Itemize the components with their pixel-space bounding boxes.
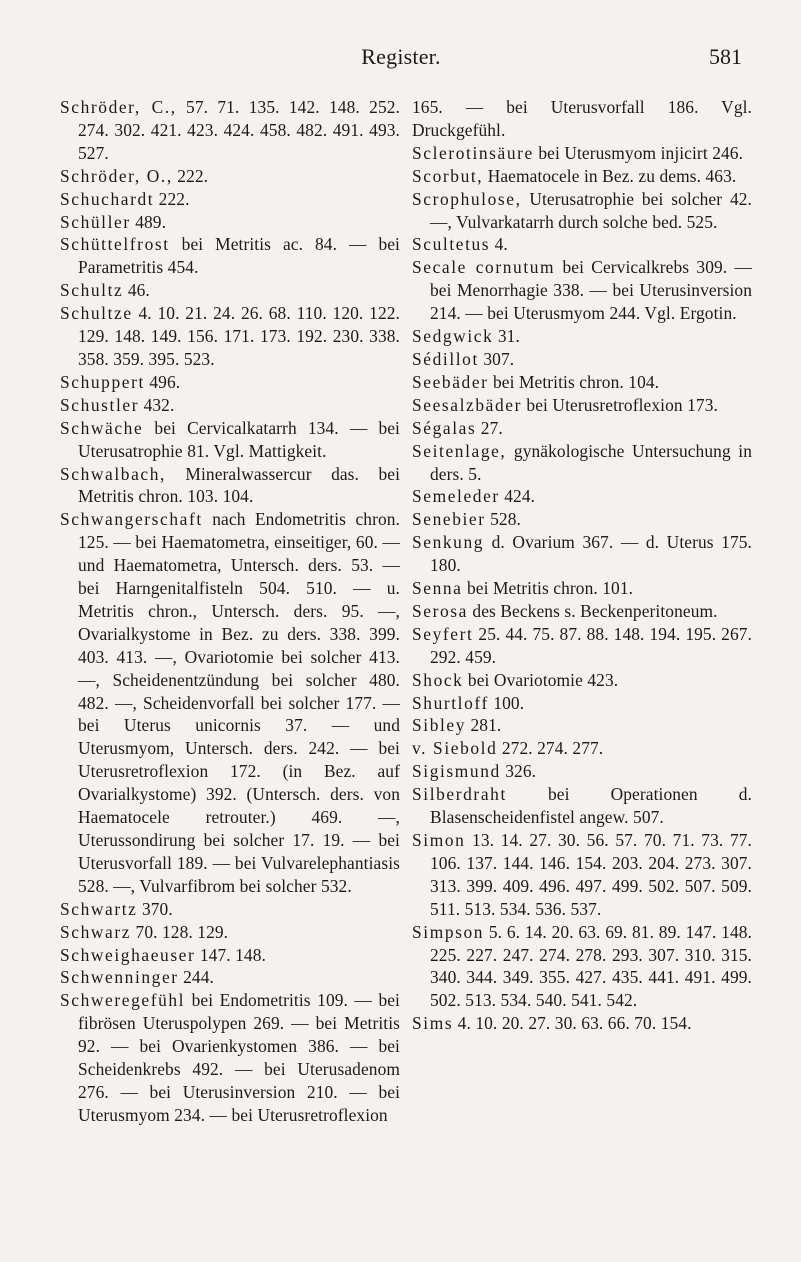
index-headword: Schröder, O., [60,165,173,186]
index-headword: Schwenninger [60,967,179,988]
index-references: 222. [154,188,190,209]
index-entry [412,783,752,829]
index-entry [412,508,752,531]
index-entry [60,921,400,944]
index-entry [412,600,752,623]
index-headword: Senkung [412,532,485,553]
index-headword: Scrophulose, [412,188,522,209]
index-headword: Sims [412,1013,454,1034]
index-references: bei Metritis ac. 84. — bei Parametritis 454. [78,234,400,278]
index-entry [412,96,752,142]
index-entry [60,188,400,211]
index-headword: Schwangerschaft [60,509,203,530]
index-references: 147. 148. [195,944,266,965]
index-references: 4. 10. 20. 27. 30. 63. 66. 70. 154. [453,1013,692,1034]
index-entry [412,256,752,325]
index-entry [60,944,400,967]
index-references: 326. [500,761,537,782]
index-entry [60,966,400,989]
index-entry [412,417,752,440]
index-references: 46. [123,280,150,301]
index-references: Mineralwassercur das. bei Metritis chron. 103. 104. [78,463,400,507]
index-headword: Schröder, C., [60,97,177,117]
index-references: 4. [490,234,508,255]
index-headword: Shock [412,669,464,690]
index-column-left [60,96,400,1127]
index-entry [60,394,400,417]
index-headword: Schuchardt [60,188,155,209]
index-headword: Seitenlage, [412,440,507,461]
index-headword: Sedgwick [412,326,494,347]
index-entry [60,96,400,165]
index-references: 27. [476,417,503,438]
running-title: Register. [361,44,441,69]
index-entry [60,463,400,509]
index-headword: Schwalbach, [60,463,166,484]
index-headword: Schwäche [60,417,144,438]
index-headword: Schweregefühl [60,990,186,1011]
index-references: 307. [478,348,515,369]
index-references: bei Metritis chron. 101. [462,578,634,599]
index-entry [412,737,752,760]
index-headword: Scultetus [412,234,491,255]
index-headword: Silberdraht [412,784,507,805]
index-headword: Schwarz [60,921,132,942]
index-references: bei Metritis chron. 104. [488,371,660,392]
index-entry [412,760,752,783]
index-entry [60,371,400,394]
index-entry [412,142,752,165]
index-entry [60,898,400,921]
index-entry [412,669,752,692]
index-references: 70. 128. 129. [131,921,229,942]
index-entry [412,165,752,188]
index-entry [60,211,400,234]
index-entry [60,279,400,302]
index-references: bei Ovariotomie 423. [463,669,619,690]
index-references: Haematocele in Bez. zu dems. 463. [483,165,737,186]
index-references: 370. [137,898,173,919]
index-headword: v. Siebold [412,738,498,759]
index-headword: Simon [412,830,466,850]
index-entry [60,165,400,188]
index-headword: Senebier [412,509,486,530]
index-references: 489. [130,211,167,232]
index-headword: Sclerotinsäure [412,142,534,163]
index-entry [412,1012,752,1035]
index-references: 424. [499,486,536,507]
index-references: bei Endometritis 109. — bei fibrösen Uteruspolypen 269. — bei Metritis 92. — bei Ovarienkystomen 386. — bei Scheidenkrebs 492. — bei Uterusadenom 276. — bei Uterusinversion 210. — bei Uterusmyom 234. — bei Uterusretroflexion [78,990,400,1125]
index-entry [412,485,752,508]
index-headword: Secale cornutum [412,257,556,278]
index-column-right [412,96,752,1035]
index-references: bei Cervicalkatarrh 134. — bei Uterusatrophie 81. Vgl. Mattigkeit. [78,417,400,461]
index-references: 165. — bei Uterusvorfall 186. Vgl. Druckgefühl. [412,97,752,140]
index-references: Uterusatrophie bei solcher 42. —, Vulvarkatarrh durch solche bed. 525. [430,188,752,232]
index-entry [412,440,752,486]
index-headword: Schüller [60,211,131,232]
index-headword: Sibley [412,715,467,736]
index-entry [412,623,752,669]
index-entry [412,714,752,737]
index-headword: Seesalzbäder [412,394,522,415]
index-references: bei Uterusmyom injicirt 246. [533,142,744,163]
page-number: 581 [709,44,742,69]
page-header [60,44,742,74]
index-headword: Schüttelfrost [60,234,170,255]
index-entry [412,188,752,234]
index-entry [60,233,400,279]
index-references: gynäkologische Untersuchung in ders. 5. [430,440,752,484]
index-references: 496. [144,371,181,392]
index-references: bei Uterusretroflexion 173. [521,394,718,415]
index-entry [412,371,752,394]
index-entry [412,692,752,715]
index-references: 31. [493,326,520,347]
index-entry [60,989,400,1126]
index-headword: Sédillot [412,348,479,369]
index-references: 5. 6. 14. 20. 63. 69. 81. 89. 147. 148. 225. 227. 247. 274. 278. 293. 307. 310. 315. 340. 344. 349. 355. 427. 435. 441. 491. 499. 502. 513. 534. 540. 541. 542. [430,921,752,1011]
index-entry [60,508,400,897]
index-references: 244. [178,967,214,988]
index-headword: Serosa [412,600,468,621]
index-entry [60,417,400,463]
index-headword: Schultz [60,280,124,301]
index-entry [412,531,752,577]
index-headword: Schweighaeuser [60,944,196,965]
index-entry [412,921,752,1013]
index-headword: Senna [412,578,463,599]
index-references: d. Ovarium 367. — d. Uterus 175. 180. [430,532,752,576]
index-references: 272. 274. 277. [497,738,604,759]
index-entry [412,829,752,921]
index-references: nach Endometritis chron. 125. — bei Haematometra, einseitiger, 60. — und Haematometra, Untersch. ders. 53. — bei Harngenitalfisteln 504. 510. — u. Metritis chron., Untersch. ders. 95. —, Ovarialkystome in Bez. zu ders. 338. 399. 403. 413. —, Ovariotomie bei solcher 413. —, Scheidenentzündung bei solcher 480. 482. —, Scheidenvorfall bei solcher 177. — bei Uterus unicornis 37. — und Uterusmyom, Untersch. ders. 242. — bei Uterusretroflexion 172. (in Bez. auf Ovarialkystome) 392. (Untersch. ders. von Haematocele retrouter.) 469. —, Uterussondirung bei solcher 17. 19. — bei Uterusvorfall 189. — bei Vulvarelephantiasis 528. —, Vulvarfibrom bei solcher 532. [78,509,400,896]
index-references: 222. [172,165,209,186]
index-references: 528. [485,509,521,530]
index-entry [412,394,752,417]
index-references: 100. [488,692,525,713]
index-headword: Scorbut, [412,165,484,186]
index-headword: Ségalas [412,417,477,438]
index-headword: Schwartz [60,898,138,919]
index-entry [412,325,752,348]
index-headword: Seebäder [412,371,489,392]
index-headword: Semeleder [412,486,500,507]
index-references: 57. 71. 135. 142. 148. 252. 274. 302. 421. 423. 424. 458. 482. 491. 493. 527. [78,97,400,163]
index-references: des Beckens s. Beckenperitoneum. [467,600,718,621]
index-headword: Schuppert [60,371,145,392]
index-references: 4. 10. 21. 24. 26. 68. 110. 120. 122. 129. 148. 149. 156. 171. 173. 192. 230. 338. 358. 359. 395. 523. [78,303,400,369]
index-references: 25. 44. 75. 87. 88. 148. 194. 195. 267. 292. 459. [430,623,752,667]
index-references: bei Operationen d. Blasenscheidenfistel angew. 507. [430,784,752,828]
index-headword: Schustler [60,394,140,415]
index-entry [412,577,752,600]
index-headword: Seyfert [412,623,474,644]
index-entry [412,233,752,256]
index-entry [412,348,752,371]
index-references: 432. [139,394,175,415]
index-headword: Shurtloff [412,692,489,713]
index-references: 281. [466,715,502,736]
index-entry [60,302,400,371]
index-headword: Simpson [412,921,485,942]
index-references: bei Cervicalkrebs 309. — bei Menorrhagie 338. — bei Uterusinversion 214. — bei Uterusmyom 244. Vgl. Ergotin. [430,257,752,324]
index-headword: Schultze [60,303,133,324]
index-headword: Sigismund [412,761,501,782]
index-references: 13. 14. 27. 30. 56. 57. 70. 71. 73. 77. 106. 137. 144. 146. 154. 203. 204. 273. 307. 313. 399. 409. 496. 497. 499. 502. 507. 509. 511. 513. 534. 536. 537. [430,830,752,919]
